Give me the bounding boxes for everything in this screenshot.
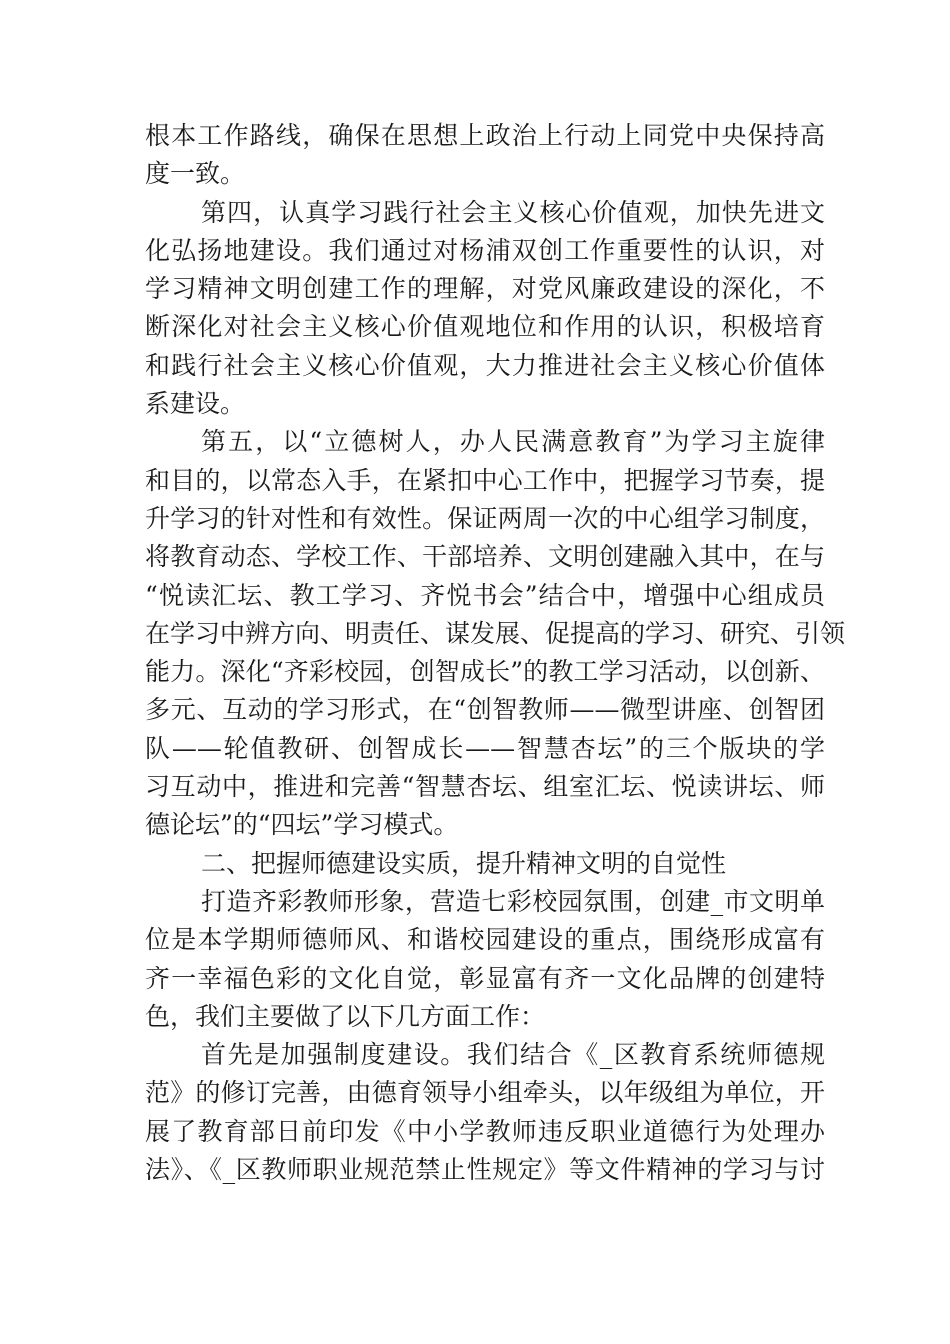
text-line: 队——轮值教研、创智成长——智慧杏坛”的三个版块的学: [145, 733, 825, 763]
text-line: 根本工作路线，确保在思想上政治上行动上同党中央保持高: [145, 121, 825, 150]
text-line: 和目的，以常态入手，在紧扣中心工作中，把握学习节奏，提: [145, 465, 825, 495]
text-line: 断深化对社会主义核心价值观地位和作用的认识，积极培育: [145, 312, 825, 342]
text-line: 度一致。: [145, 159, 246, 189]
text-line: 和践行社会主义核心价值观，大力推进社会主义核心价值体: [145, 350, 825, 380]
text-line: 习互动中，推进和完善“智慧杏坛、组室汇坛、悦读讲坛、师: [145, 772, 825, 802]
text-line: 将教育动态、学校工作、干部培养、文明创建融入其中，在与: [145, 542, 825, 572]
text-line: 打造齐彩教师形象，营造七彩校园氛围，创建_市文明单: [201, 886, 825, 916]
text-line: “悦读汇坛、教工学习、齐悦书会”结合中，增强中心组成员: [145, 580, 825, 610]
text-line: 法》、《_区教师职业规范禁止性规定》等文件精神的学习与讨: [145, 1155, 825, 1185]
text-line: 色，我们主要做了以下几方面工作：: [145, 1001, 546, 1031]
text-line: 能力。深化“齐彩校园，创智成长”的教工学习活动，以创新、: [145, 657, 825, 687]
text-line: 第五，以“立德树人，办人民满意教育”为学习主旋律: [201, 427, 825, 457]
text-line: 齐一幸福色彩的文化自觉，彰显富有齐一文化品牌的创建特: [145, 963, 825, 993]
text-line: 升学习的针对性和有效性。保证两周一次的中心组学习制度，: [145, 503, 825, 533]
text-line: 学习精神文明创建工作的理解，对党风廉政建设的深化，不: [145, 274, 825, 304]
text-line: 多元、互动的学习形式，在“创智教师——微型讲座、创智团: [145, 695, 825, 725]
text-line: 化弘扬地建设。我们通过对杨浦双创工作重要性的认识，对: [145, 235, 825, 265]
text-line: 位是本学期师德师风、和谐校园建设的重点，围绕形成富有: [145, 925, 825, 955]
text-line: 在学习中辨方向、明责任、谋发展、促提高的学习、研究、引领: [145, 618, 846, 648]
text-line: 二、把握师德建设实质，提升精神文明的自觉性: [201, 848, 727, 878]
text-line: 范》的修订完善，由德育领导小组牵头，以年级组为单位，开: [145, 1078, 825, 1108]
text-line: 德论坛”的“四坛”学习模式。: [145, 810, 459, 840]
text-line: 第四，认真学习践行社会主义核心价值观，加快先进文: [201, 197, 825, 227]
document-body: [145, 117, 846, 1189]
text-line: 展了教育部日前印发《中小学教师违反职业道德行为处理办: [145, 1116, 825, 1146]
text-line: 系建设。: [145, 389, 246, 419]
text-line: 首先是加强制度建设。我们结合《_区教育系统师德规: [201, 1040, 825, 1070]
